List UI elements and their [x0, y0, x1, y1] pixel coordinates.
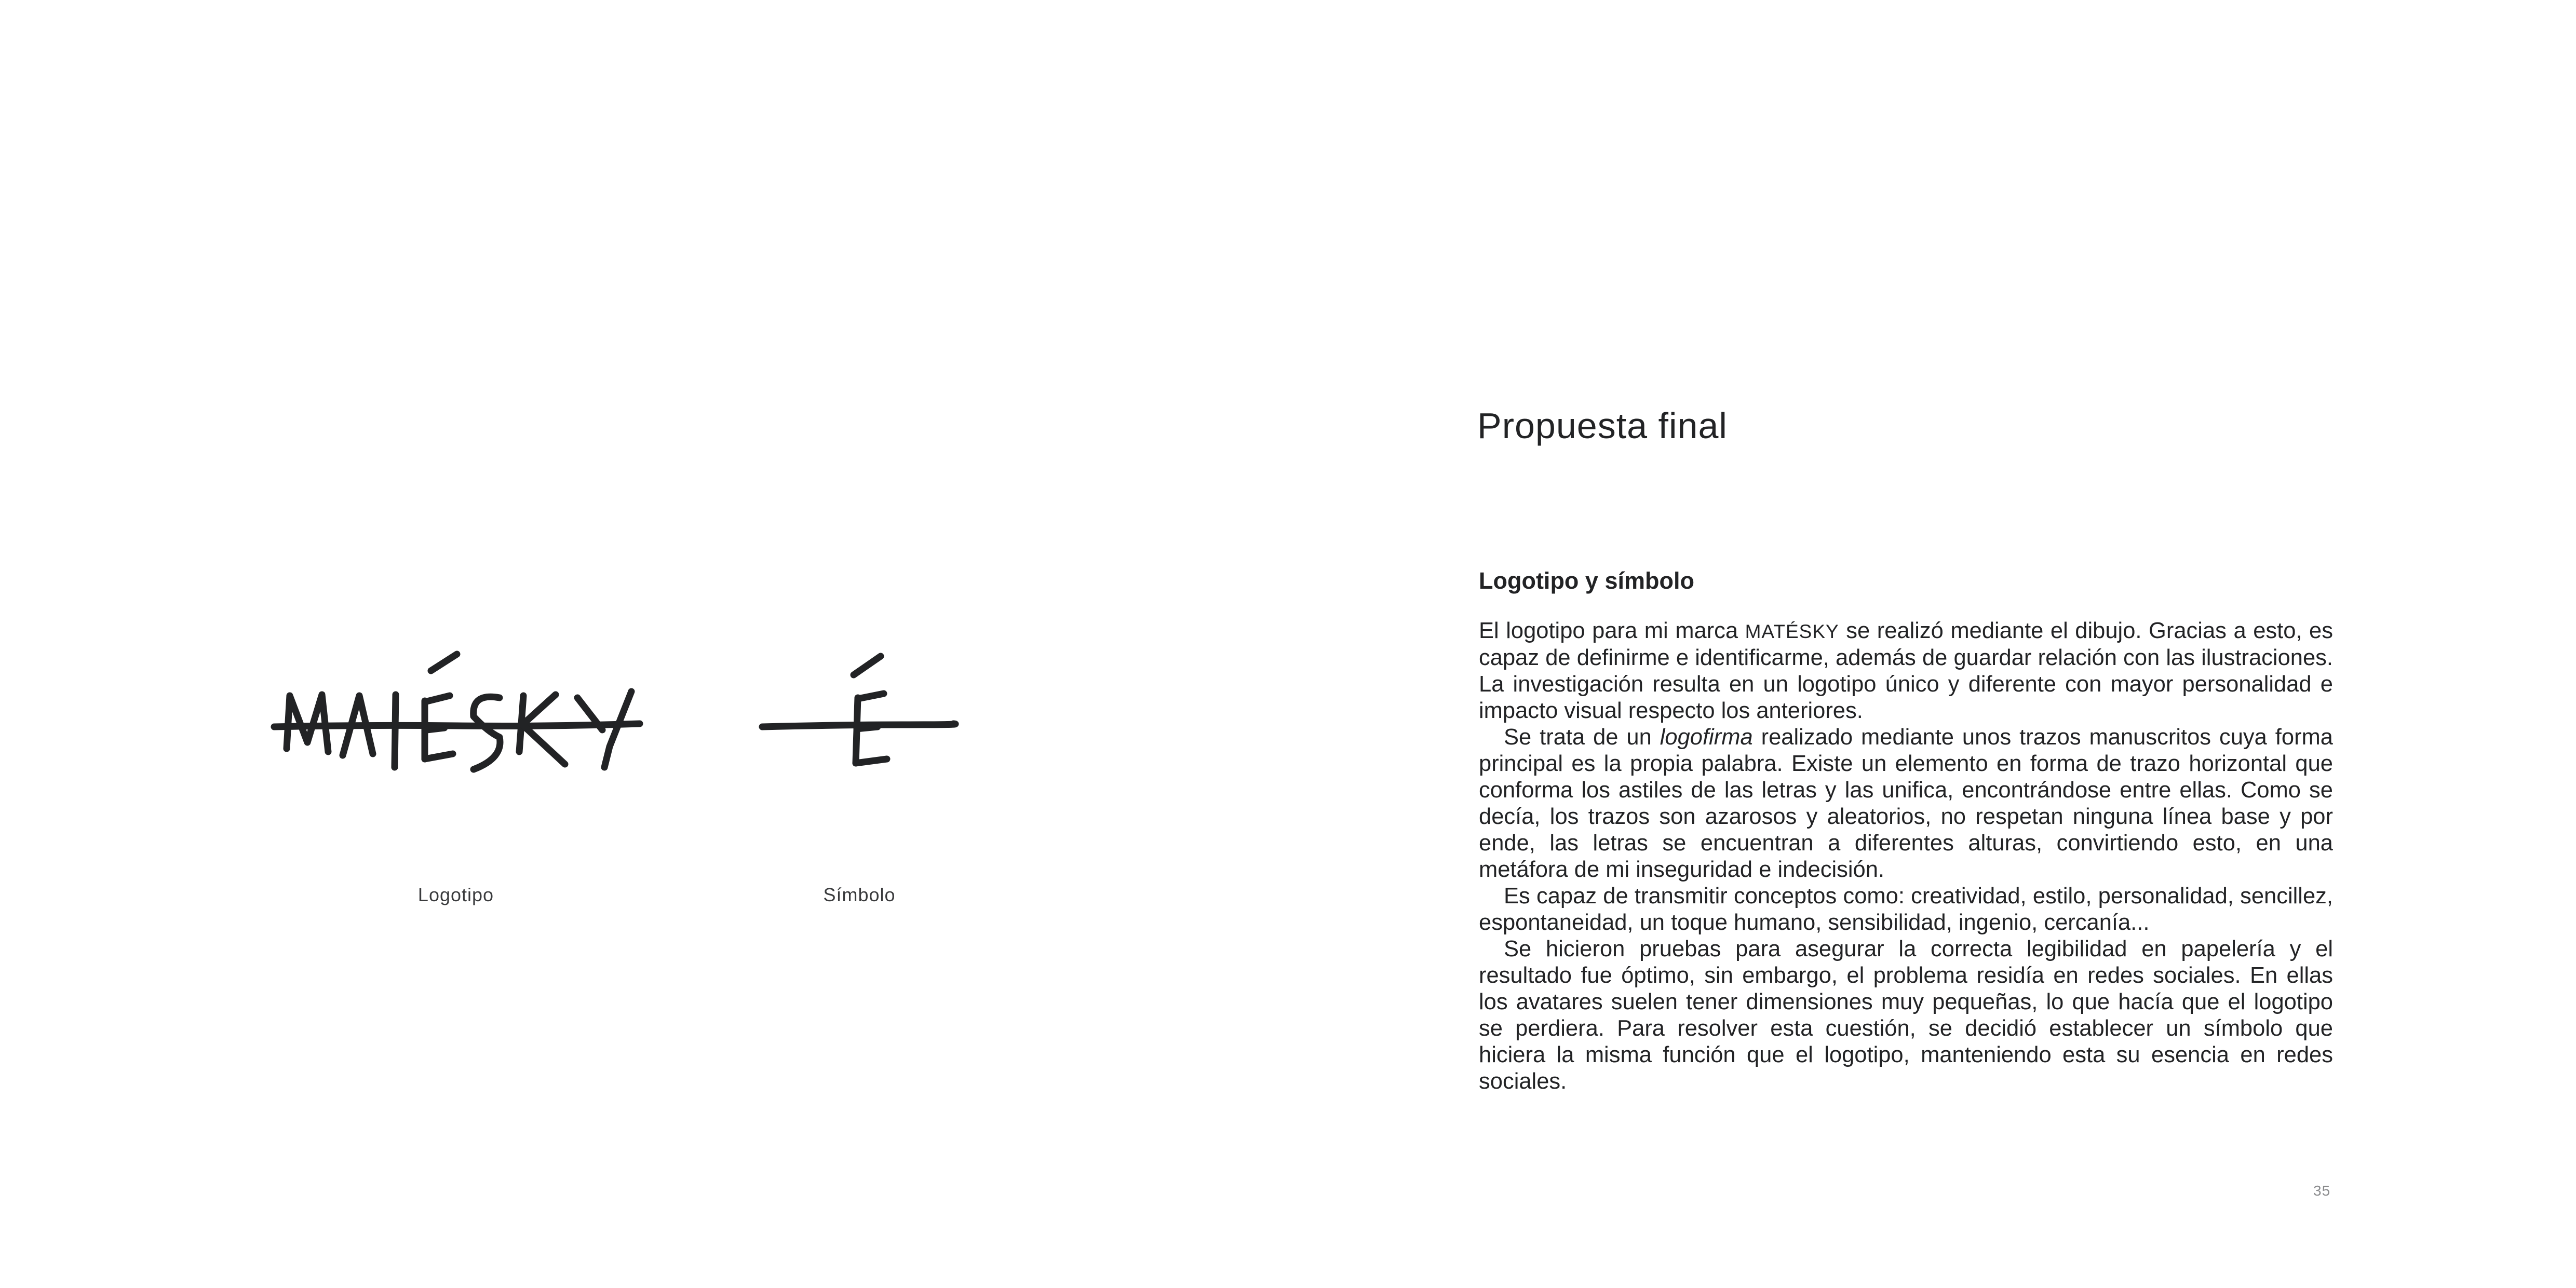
symbol-drawing [748, 633, 966, 789]
symbol-caption: Símbolo [823, 884, 896, 905]
paragraph-1-start: El logotipo para mi marca [1479, 618, 1745, 643]
logotype-drawing [260, 633, 654, 789]
paragraph-1-end: se realizó mediante el dibujo. Gracias a esto, es capaz de definirme e identificarme, además de guardar relación con las ilustraciones. La investigación resulta en un logotipo único y diferente con mayor personalidad e impacto visual respecto los anteriores. [1479, 618, 2333, 723]
paragraph-2-start: Se trata de un [1504, 725, 1660, 750]
paragraph-2-end: realizado mediante unos trazos manuscritos cuya forma principal es la propia palabra. Existe un elemento en forma de trazo horizontal que conforma los astiles de las letras y las unifica, encontrándose entre ellas. Como se decía, los trazos son azarosos y aleatorios, no respetan ninguna línea base y por ende, las letras se encuentran a diferentes alturas, convirtiendo esto, en una metáfora de mi inseguridad e indecisión. [1479, 725, 2333, 882]
paragraph-3: Es capaz de transmitir conceptos como: creatividad, estilo, personalidad, sencillez, espontaneidad, un toque humano, sensibilidad, ingenio, cercanía... [1479, 884, 2333, 935]
brand-name: MATÉSKY [1745, 621, 1839, 642]
logofirma-term: logofirma [1660, 725, 1753, 750]
body-text [1479, 618, 2333, 1095]
paragraph-2 [1479, 724, 2333, 883]
page-number: 35 [2313, 1183, 2331, 1199]
paragraph-4: Se hicieron pruebas para asegurar la correcta legibilidad en papelería y el resultado fue óptimo, sin embargo, el problema residía en redes sociales. En ellas los avatares suelen tener dimensiones muy pequeñas, lo que hacía que el logotipo se perdiera. Para resolver esta cuestión, se decidió establecer un símbolo que hiciera la misma función que el logotipo, manteniendo esta su esencia en redes sociales. [1479, 937, 2333, 1094]
paragraph-1 [1479, 618, 2333, 724]
page-title: Propuesta final [1477, 405, 1728, 446]
logotype-caption: Logotipo [417, 884, 494, 905]
section-heading: Logotipo y símbolo [1479, 567, 1694, 594]
matesky-symbol-image [748, 633, 966, 789]
matesky-logotype-image [260, 633, 654, 789]
